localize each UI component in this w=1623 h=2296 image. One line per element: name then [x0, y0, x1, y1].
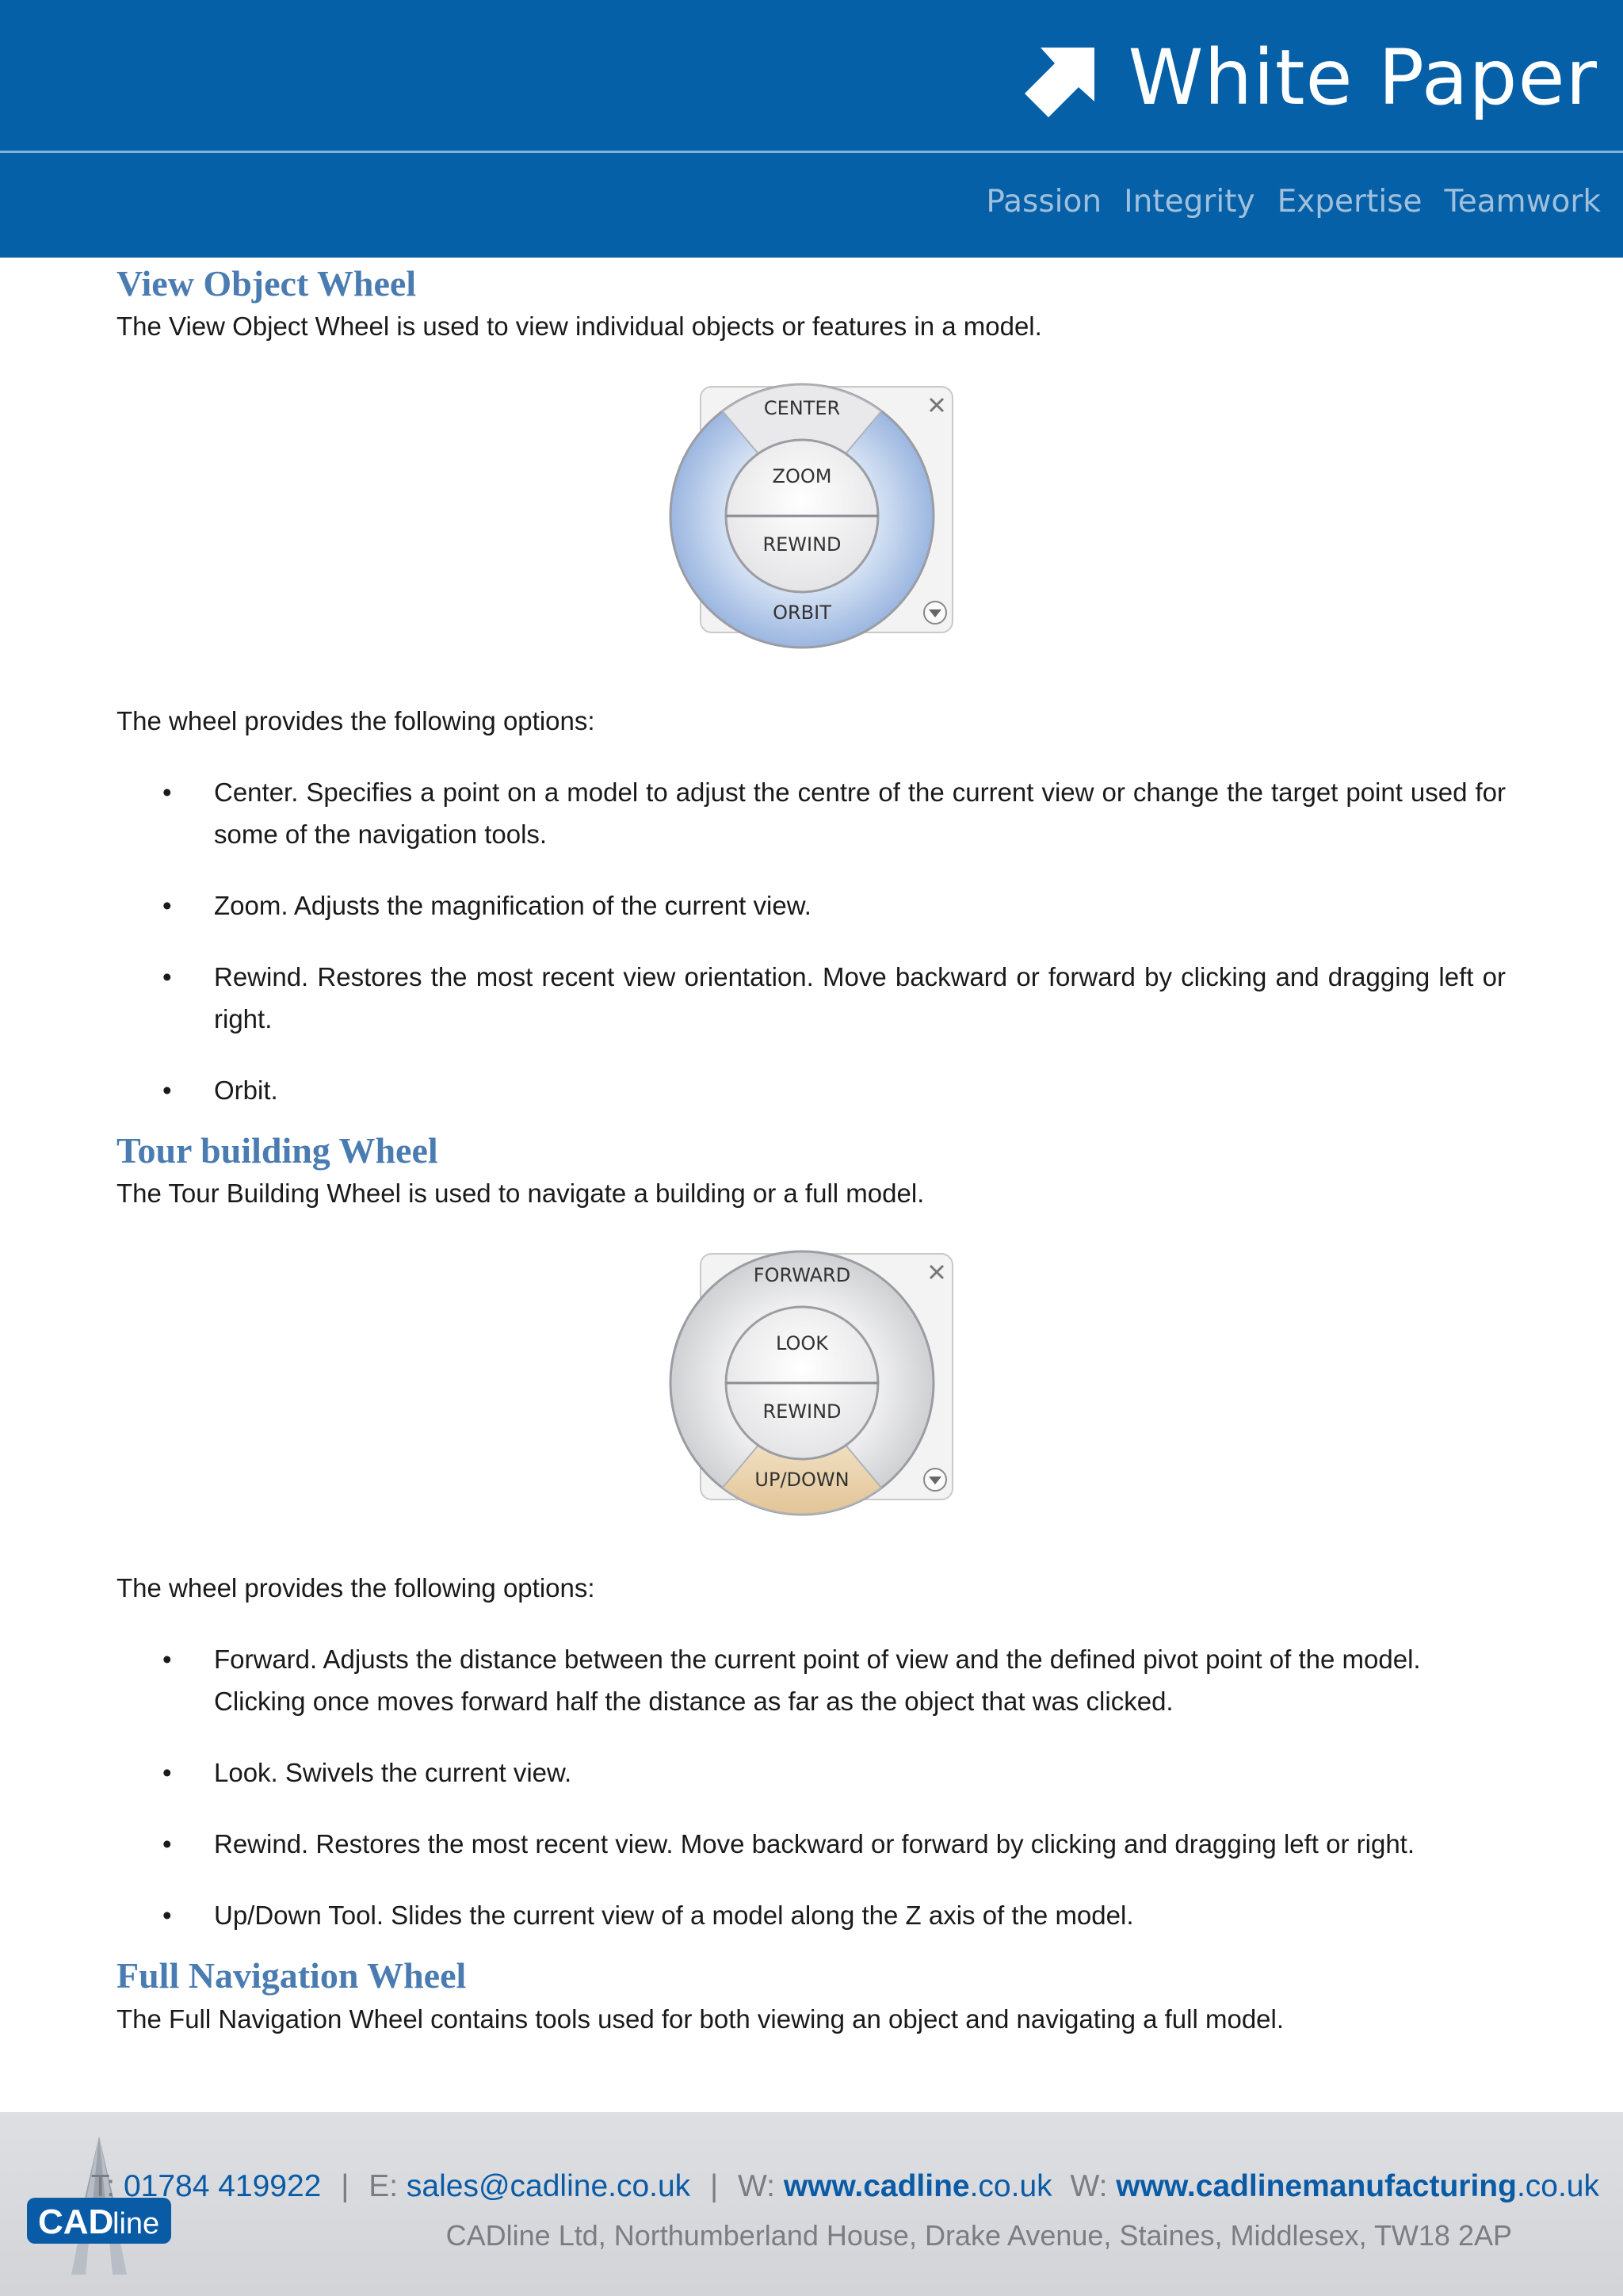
list-item: • Center. Specifies a point on a model to adjust the centre of the current view or change the target point used for some of the navigation tools.: [116, 771, 1506, 855]
options-list-tour-building: [116, 1638, 1506, 1936]
website-tld: .co.uk: [969, 2169, 1052, 2203]
document-body: [116, 262, 1506, 2040]
website-link[interactable]: [784, 2169, 1052, 2203]
list-item: • Orbit.: [116, 1069, 1506, 1111]
web2-label: W:: [1070, 2169, 1108, 2203]
options-intro-view-object: The wheel provides the following options:: [116, 706, 595, 736]
separator: |: [341, 2169, 349, 2203]
list-item: • Forward. Adjusts the distance between the current point of view and the defined pivot point of the model. Clicking once moves forward half the distance as far as the object that was clicked.: [116, 1638, 1506, 1722]
web-label: W:: [738, 2169, 775, 2203]
options-list-view-object: [116, 771, 1506, 1111]
view-object-wheel-image: [669, 383, 954, 660]
website2-bold: www.cadlinemanufacturing: [1116, 2169, 1517, 2203]
tour-building-wheel-image: [669, 1250, 954, 1527]
phone-label: T:: [90, 2169, 116, 2203]
wheel-rewind-label: REWIND: [762, 1400, 842, 1423]
section-intro-tour-building: The Tour Building Wheel is used to navigate a building or a full model.: [116, 1179, 925, 1209]
header-divider: [0, 151, 1623, 153]
contact-line: [91, 2169, 1599, 2204]
company-address: CADline Ltd, Northumberland House, Drake Avenue, Staines, Middlesex, TW18 2AP: [445, 2219, 1512, 2252]
phone-number[interactable]: 01784 419922: [123, 2169, 322, 2203]
wheel-rewind-label: REWIND: [762, 533, 842, 556]
wheel-center-label: CENTER: [763, 397, 840, 420]
value-passion: Passion: [986, 184, 1102, 220]
email-label: E:: [369, 2169, 399, 2203]
page-header: [0, 0, 1623, 258]
list-item: • Up/Down Tool. Slides the current view of a model along the Z axis of the model.: [116, 1894, 1506, 1936]
website2-tld: .co.uk: [1516, 2169, 1599, 2203]
company-values: [986, 184, 1601, 220]
list-item: • Rewind. Restores the most recent view. Move backward or forward by clicking and dragging left or right.: [116, 1823, 1506, 1865]
logo-text-light: line: [113, 2207, 160, 2241]
manufacturing-website-link[interactable]: [1116, 2169, 1599, 2203]
header-title: White Paper: [1128, 33, 1598, 122]
wheel-updown-label: UP/DOWN: [754, 1469, 850, 1492]
section-heading-full-navigation: Full Navigation Wheel: [116, 1955, 467, 1996]
chevron-down-icon[interactable]: [924, 1469, 946, 1491]
logo-text-bold: CAD: [38, 2202, 114, 2241]
arrow-up-right-icon: [1025, 38, 1104, 117]
email-link[interactable]: sales@cadline.co.uk: [406, 2169, 691, 2203]
value-integrity: Integrity: [1124, 184, 1255, 220]
section-intro-full-navigation: The Full Navigation Wheel contains tools used for both viewing an object and navigating a full model.: [116, 2004, 1285, 2034]
website-bold: www.cadline: [783, 2169, 970, 2203]
cadline-logo: [24, 2136, 174, 2275]
wheel-orbit-label: ORBIT: [772, 602, 831, 625]
wheel-zoom-label: ZOOM: [772, 465, 831, 488]
list-item: • Zoom. Adjusts the magnification of the current view.: [116, 884, 1506, 926]
value-teamwork: Teamwork: [1444, 184, 1601, 220]
wheel-look-label: LOOK: [775, 1332, 828, 1355]
section-heading-view-object: View Object Wheel: [116, 263, 417, 304]
list-item: • Rewind. Restores the most recent view orientation. Move backward or forward by clicking and dragging left or right.: [116, 956, 1506, 1040]
chevron-down-icon[interactable]: [924, 602, 946, 624]
value-expertise: Expertise: [1277, 184, 1423, 220]
brand: [1025, 33, 1598, 122]
section-intro-view-object: The View Object Wheel is used to view individual objects or features in a model.: [116, 311, 1042, 342]
separator: |: [710, 2169, 719, 2203]
wheel-forward-label: FORWARD: [753, 1264, 850, 1287]
list-item: • Look. Swivels the current view.: [116, 1752, 1506, 1794]
section-heading-tour-building: Tour building Wheel: [116, 1130, 438, 1171]
options-intro-tour-building: The wheel provides the following options:: [116, 1573, 595, 1603]
page-footer: [0, 2112, 1623, 2296]
